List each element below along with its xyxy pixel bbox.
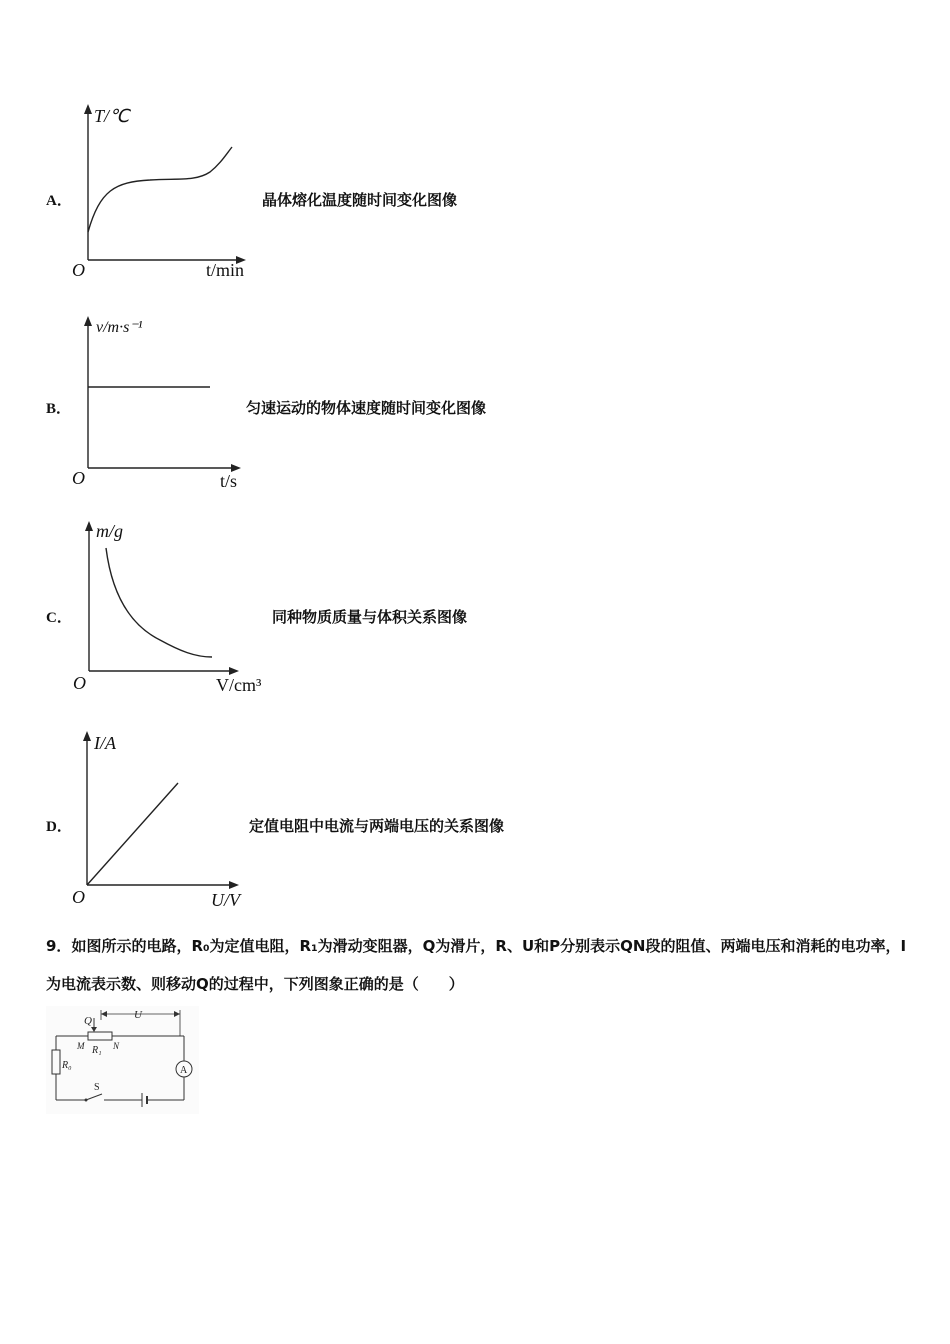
y-axis-arrow bbox=[85, 521, 93, 531]
x-axis-arrow bbox=[229, 881, 239, 889]
circuit-diagram bbox=[46, 1006, 201, 1116]
x-axis-arrow bbox=[229, 667, 239, 675]
label-q: Q bbox=[84, 1015, 92, 1027]
label-n: N bbox=[113, 1041, 120, 1051]
option-a-graph bbox=[70, 100, 270, 285]
question-text: 如图所示的电路，R₀为定值电阻，R₁为滑动变阻器，Q为滑片，R、U和P分别表示QN段的阻值、两端电压和消耗的电功率，I为电流表示数、则移动Q的过程中，下列图象正确的是（ ） bbox=[46, 937, 907, 993]
y-axis-label: m/g bbox=[96, 521, 123, 541]
melting-curve bbox=[88, 147, 232, 232]
origin-label: O bbox=[72, 260, 85, 280]
question-number: 9． bbox=[46, 937, 72, 955]
y-axis-arrow bbox=[84, 316, 92, 326]
question-9 bbox=[46, 927, 916, 1003]
x-axis-label: U/V bbox=[211, 890, 240, 910]
label-r1: R₁ bbox=[92, 1045, 102, 1056]
label-u: U bbox=[134, 1009, 142, 1021]
mass-volume-curve bbox=[106, 548, 212, 657]
y-axis-label: v/m·s⁻¹ bbox=[96, 319, 143, 336]
option-c-description: 同种物质质量与体积关系图像 bbox=[272, 608, 468, 626]
label-s: S bbox=[94, 1082, 100, 1093]
option-b-graph bbox=[70, 310, 270, 495]
option-d-letter: D． bbox=[46, 819, 72, 835]
option-a-letter: A． bbox=[46, 193, 72, 209]
y-axis-label: I/A bbox=[94, 733, 116, 753]
x-axis-label: V/cm³ bbox=[216, 675, 262, 695]
label-r0: R₀ bbox=[62, 1060, 72, 1071]
ohm-line bbox=[87, 783, 178, 885]
option-d-graph bbox=[70, 725, 270, 915]
option-b-description: 匀速运动的物体速度随时间变化图像 bbox=[246, 399, 487, 417]
y-axis-arrow bbox=[83, 731, 91, 741]
origin-label: O bbox=[72, 887, 85, 907]
label-m: M bbox=[77, 1041, 85, 1051]
option-a-description: 晶体熔化温度随时间变化图像 bbox=[262, 191, 458, 209]
option-c-graph bbox=[70, 515, 280, 700]
label-a: A bbox=[180, 1065, 188, 1076]
x-axis-label: t/min bbox=[206, 260, 245, 280]
y-axis-arrow bbox=[84, 104, 92, 114]
x-axis-label: t/s bbox=[220, 471, 238, 491]
y-axis-label: T/℃ bbox=[94, 106, 130, 126]
origin-label: O bbox=[73, 673, 86, 693]
option-c-letter: C． bbox=[46, 610, 72, 626]
origin-label: O bbox=[72, 468, 85, 488]
option-b-letter: B． bbox=[46, 401, 72, 417]
option-d-description: 定值电阻中电流与两端电压的关系图像 bbox=[249, 817, 505, 835]
